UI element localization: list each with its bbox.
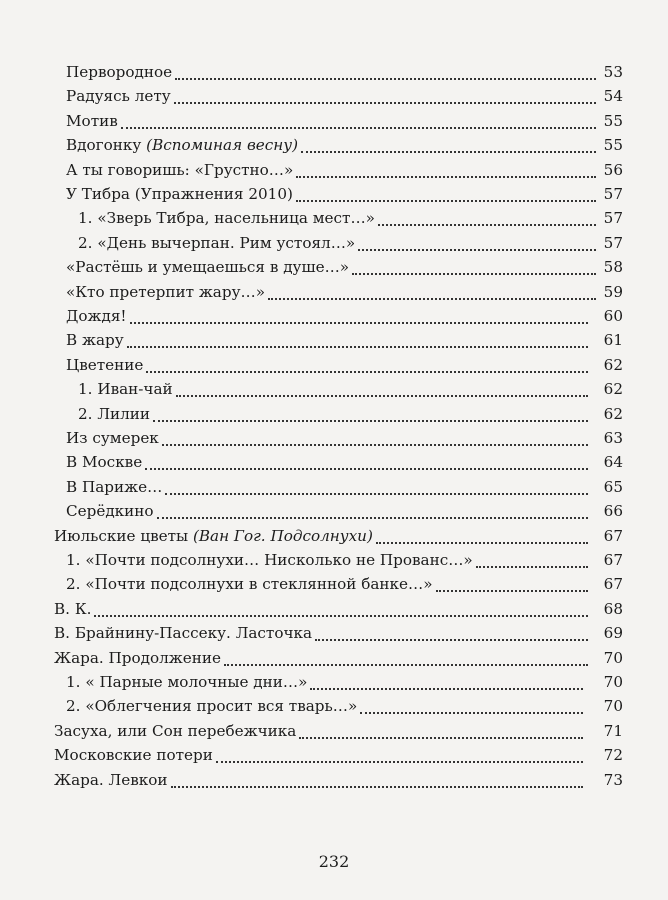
toc-entry-page: 66: [603, 502, 623, 521]
toc-entry: [0, 743, 668, 767]
toc-entry-title-text: «Растёшь и умещаешься в душе…»: [66, 258, 350, 277]
toc-entry-page: 60: [603, 307, 623, 325]
toc-leader-dots: [145, 466, 588, 470]
toc-entry-title: [66, 133, 298, 157]
toc-leader-dots: [436, 588, 588, 592]
toc-entry-title-text: 2. «Почти подсолнухи в стеклянной банке…»: [66, 575, 433, 594]
toc-entry-title: [78, 231, 355, 255]
toc-leader-dots: [130, 320, 588, 324]
toc-entry: [0, 158, 668, 182]
toc-entry: [0, 377, 668, 401]
toc-entry-page: 57: [603, 185, 623, 203]
toc-leader-dots: [476, 564, 588, 568]
toc-entry-title-text: «Кто претерпит жару…»: [66, 282, 266, 301]
toc-entry-page: 68: [603, 599, 623, 618]
toc-entry: [0, 450, 668, 474]
toc-leader-dots: [216, 759, 583, 763]
toc-leader-dots: [127, 344, 588, 348]
toc-entry-page: 54: [603, 87, 623, 106]
toc-entry-page: 67: [603, 526, 623, 545]
toc-entry-page: 62: [603, 380, 623, 399]
toc-leader-dots: [176, 393, 588, 397]
toc-entry-page: 67: [603, 575, 623, 594]
toc-entry-title-text: 2. Лилии: [78, 404, 151, 423]
toc-entry: [0, 231, 668, 255]
toc-leader-dots: [378, 222, 596, 226]
toc-entry: [0, 670, 668, 694]
toc-entry-title: [78, 377, 173, 401]
toc-entry-title: [66, 60, 172, 84]
toc-leader-dots: [121, 125, 596, 129]
toc-entry-page: 56: [603, 160, 623, 179]
toc-leader-dots: [299, 735, 583, 739]
toc-entry-title: [54, 719, 296, 743]
toc-entry: [0, 621, 668, 645]
toc-entry-title-text: Первородное: [66, 63, 173, 81]
toc-entry: [0, 499, 668, 523]
toc-leader-dots: [162, 442, 588, 446]
toc-leader-dots: [146, 369, 588, 373]
toc-entry-page: 67: [603, 551, 623, 569]
toc-entry: [0, 475, 668, 499]
toc-entry-note: (Вспоминая весну): [146, 136, 299, 155]
toc-entry-title: [66, 255, 349, 279]
toc-entry-title-text: Жара. Продолжение: [54, 648, 221, 667]
toc-entry-title: [54, 743, 213, 767]
toc-entry-title-text: Московские потери: [54, 746, 213, 765]
toc-entry-title-text: Серёдкино: [66, 502, 154, 521]
toc-entry-title: [54, 621, 312, 645]
toc-entry-title-text: Жара. Левкои: [54, 770, 168, 789]
toc-entry: [0, 60, 668, 84]
toc-entry: [0, 402, 668, 426]
toc-entry: [0, 280, 668, 304]
toc-entry-title: [66, 426, 159, 450]
toc-entry-title: [66, 280, 265, 304]
toc-leader-dots: [165, 491, 588, 495]
toc-entry-title-text: 2. «День вычерпан. Рим устоял…»: [78, 233, 356, 252]
toc-entry-title: [66, 328, 124, 352]
toc-entry: [0, 206, 668, 230]
toc-entry: [0, 694, 668, 718]
toc-entry-title: [66, 109, 118, 133]
toc-entry: [0, 255, 668, 279]
toc-entry-title: [66, 84, 171, 108]
toc-entry-title-text: 1. «Почти подсолнухи… Нисколько не Прованс…»: [66, 551, 473, 569]
toc-entry-page: 69: [603, 624, 623, 643]
toc-leader-dots: [315, 637, 588, 641]
toc-entry-title-text: Мотив: [66, 111, 118, 130]
toc-entry-page: 63: [603, 429, 623, 447]
toc-entry-title: [66, 353, 143, 377]
toc-entry: [0, 426, 668, 450]
toc-entry-title-text: В жару: [66, 331, 124, 350]
toc-entry: [0, 768, 668, 792]
toc-entry: [0, 133, 668, 157]
toc-entry-title: [66, 182, 293, 206]
toc-entry: [0, 646, 668, 670]
toc-entry-title: [54, 768, 168, 792]
toc-entry-page: 61: [603, 331, 623, 350]
toc-entry: [0, 109, 668, 133]
toc-entry-page: 58: [603, 258, 623, 277]
toc-entry-page: 70: [603, 697, 623, 716]
toc-entry-title-text: В. К.: [54, 599, 92, 618]
toc-entry-title-text: В. Брайнину-Пассеку. Ласточка: [54, 624, 313, 643]
toc-entry-title: [54, 597, 91, 621]
toc-entry-title: [66, 694, 357, 718]
toc-entry: [0, 84, 668, 108]
toc-entry-title-text: Вдогонку: [66, 136, 147, 155]
toc-entry-title-text: У Тибра (Упражнения 2010): [66, 185, 293, 203]
toc-leader-dots: [94, 613, 588, 617]
toc-entry-title: [78, 206, 375, 230]
toc-entry-page: 53: [603, 63, 623, 81]
toc-leader-dots: [224, 662, 588, 666]
toc-entry-title-text: В Москве: [66, 453, 143, 472]
toc-entry-title-text: Из сумерек: [66, 429, 159, 447]
toc-entry-title-text: Дождя!: [66, 307, 127, 325]
toc-leader-dots: [296, 198, 596, 202]
toc-entry-page: 72: [603, 746, 623, 765]
toc-entry-title: [66, 548, 473, 572]
toc-leader-dots: [171, 784, 583, 788]
toc-leader-dots: [301, 149, 596, 153]
toc-leader-dots: [268, 296, 596, 300]
toc-entry-page: 57: [603, 233, 623, 252]
toc-entry-title: [66, 450, 142, 474]
toc-entry: [0, 597, 668, 621]
toc-entry: [0, 719, 668, 743]
toc-entry-title: [54, 646, 221, 670]
toc-entry-title: [66, 475, 162, 499]
toc-entry-title-text: Радуясь лету: [66, 87, 171, 106]
toc-entry: [0, 182, 668, 206]
toc-entry-title: [78, 402, 150, 426]
toc-entry-page: 64: [603, 453, 623, 472]
toc-entry-title: [66, 499, 154, 523]
toc-leader-dots: [310, 686, 583, 690]
toc-leader-dots: [360, 710, 583, 714]
toc-entry: [0, 304, 668, 328]
toc-entry-title: [66, 572, 433, 596]
page-number: 232: [318, 852, 350, 871]
toc-leader-dots: [153, 418, 588, 422]
toc-entry-page: 70: [603, 673, 623, 691]
toc-entry-title-text: 2. «Облегчения просит вся тварь…»: [66, 697, 358, 716]
toc-entry-page: 55: [603, 111, 623, 130]
toc-entry-title-text: Засуха, или Сон перебежчика: [54, 721, 297, 740]
toc-leader-dots: [175, 76, 596, 80]
toc-entry: [0, 548, 668, 572]
toc-leader-dots: [157, 515, 588, 519]
toc-leader-dots: [296, 174, 596, 178]
toc-entry-title-text: 1. « Парные молочные дни…»: [66, 673, 308, 691]
toc-entry-page: 65: [603, 477, 623, 496]
toc-entry-title-text: Цветение: [66, 355, 144, 374]
toc-entry-title-text: А ты говоришь: «Грустно…»: [66, 160, 294, 179]
toc-entry-page: 70: [603, 648, 623, 667]
toc-entry-note: (Ван Гог. Подсолнухи): [192, 526, 373, 545]
toc-entry-title-text: В Париже…: [66, 477, 163, 496]
toc-entry-page: 71: [603, 721, 623, 740]
toc-entry-title: [66, 670, 307, 694]
toc-entry-title: [54, 524, 373, 548]
toc-entry-title-text: Июльские цветы: [54, 526, 193, 545]
toc-entry-page: 55: [603, 136, 623, 155]
toc-entry-page: 59: [603, 282, 623, 301]
toc-entry-page: 57: [603, 209, 623, 228]
toc-entry-page: 73: [603, 770, 623, 789]
toc-leader-dots: [174, 100, 596, 104]
toc-leader-dots: [352, 271, 596, 275]
toc-entry-title-text: 1. Иван-чай: [78, 380, 173, 399]
toc-entry: [0, 572, 668, 596]
toc-leader-dots: [358, 247, 596, 251]
toc-entry: [0, 328, 668, 352]
toc-entry: [0, 353, 668, 377]
toc-entry-title: [66, 304, 127, 328]
toc-entry-title: [66, 158, 293, 182]
toc-entry-page: 62: [603, 355, 623, 374]
toc-leader-dots: [376, 540, 588, 544]
toc-entry-title-text: 1. «Зверь Тибра, насельница мест…»: [78, 209, 375, 228]
toc-entry: [0, 524, 668, 548]
toc-entry-page: 62: [603, 404, 623, 423]
